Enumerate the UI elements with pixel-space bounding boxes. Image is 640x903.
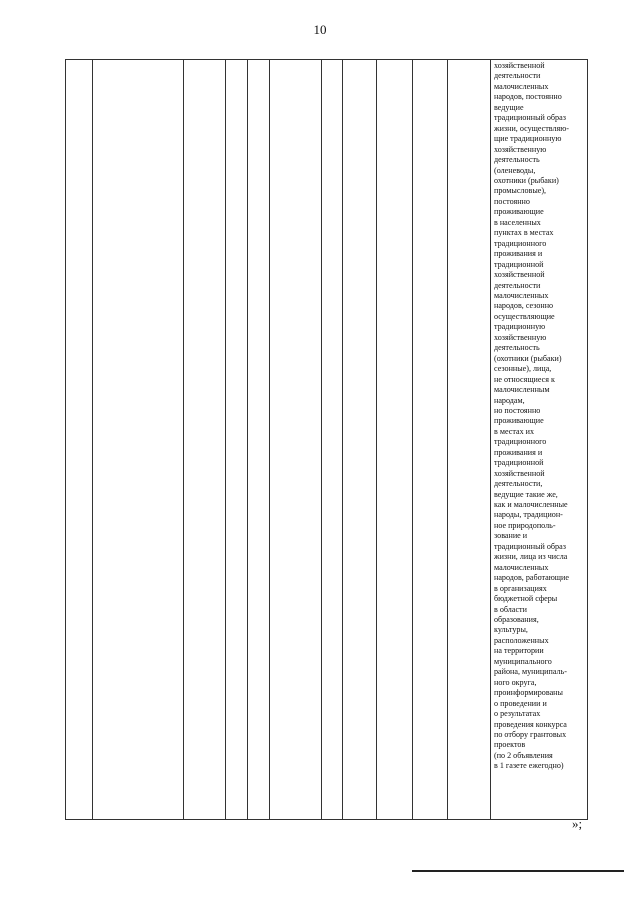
cell-text-line: хозяйственной bbox=[494, 468, 545, 478]
cell-text-line: народов, постоянно bbox=[494, 92, 562, 102]
cell-text-line: по отбору грантовых bbox=[494, 730, 567, 739]
closing-quote-mark: »; bbox=[572, 816, 583, 831]
cell-text-line: ведущие такие же, bbox=[494, 489, 558, 499]
table-cell-9 bbox=[377, 60, 413, 820]
cell-text-line: о проведении и bbox=[494, 698, 547, 708]
cell-text-line: проживающие bbox=[494, 207, 544, 217]
cell-text-line: хозяйственную bbox=[494, 332, 547, 342]
cell-text-line: ное природополь- bbox=[494, 520, 556, 530]
cell-text-line: традиционного bbox=[494, 238, 547, 248]
cell-text-line: проживания и bbox=[494, 447, 543, 457]
cell-text-line: щие традиционную bbox=[494, 134, 562, 144]
cell-text-line: в 1 газете ежегодно) bbox=[494, 761, 564, 771]
cell-text-line: в организациях bbox=[494, 583, 547, 593]
table-cell-7 bbox=[322, 60, 343, 820]
table-cell-3 bbox=[184, 60, 226, 820]
cell-text-line: пунктах в местах bbox=[494, 228, 554, 238]
cell-text-line: муниципального bbox=[494, 656, 552, 666]
cell-text-line: не относящиеся к bbox=[494, 374, 555, 384]
cell-text-line: постоянно bbox=[494, 196, 530, 206]
cell-text-line: жизни, лица из числа bbox=[494, 552, 568, 562]
cell-text-line: ведущие bbox=[494, 102, 524, 112]
cell-text-line: района, муниципаль- bbox=[494, 667, 567, 677]
cell-text-line: проживания и bbox=[494, 249, 543, 259]
cell-text-line: в области bbox=[494, 604, 527, 614]
cell-text-line: жизни, осуществляю- bbox=[494, 123, 569, 133]
page-number: 10 bbox=[313, 22, 327, 37]
cell-text-line: малочисленным bbox=[494, 385, 550, 395]
table-cell-6 bbox=[270, 60, 322, 820]
cell-text-line: деятельность bbox=[494, 343, 540, 353]
cell-text-line: традиционной bbox=[494, 458, 544, 468]
cell-text-line: культуры, bbox=[494, 625, 528, 635]
cell-text-line: народам, bbox=[494, 395, 525, 405]
cell-text-line: на территории bbox=[494, 646, 544, 656]
document-table bbox=[65, 59, 588, 820]
cell-text-line: в местах их bbox=[494, 426, 535, 436]
cell-text-line: хозяйственную bbox=[494, 144, 547, 154]
cell-text-line: (оленеводы, bbox=[494, 165, 536, 175]
table-cell-2 bbox=[93, 60, 184, 820]
cell-text-line: промысловые), bbox=[494, 186, 547, 196]
cell-text-line: (по 2 объявления bbox=[494, 750, 553, 760]
cell-text-line: расположенных bbox=[494, 635, 549, 645]
cell-text-line: традиционную bbox=[494, 322, 546, 332]
cell-text-lines bbox=[494, 61, 585, 772]
footer-rule bbox=[412, 870, 624, 872]
cell-text-line: малочисленных bbox=[494, 290, 549, 300]
cell-text-line: охотники (рыбаки) bbox=[494, 175, 559, 185]
cell-text-line: народов, работающие bbox=[494, 573, 569, 583]
cell-text-line: деятельности, bbox=[494, 479, 543, 489]
table-cell-8 bbox=[343, 60, 377, 820]
cell-text-line: осуществляющие bbox=[494, 311, 555, 321]
cell-text-line: в населенных bbox=[494, 217, 541, 227]
cell-text-line: хозяйственной bbox=[494, 270, 545, 280]
table-cell-11 bbox=[448, 60, 491, 820]
table-cell-1 bbox=[66, 60, 93, 820]
cell-text-line: проведения конкурса bbox=[494, 719, 567, 729]
table-row bbox=[66, 60, 588, 820]
cell-text-line: ного округа, bbox=[494, 677, 537, 687]
cell-text-line: зование и bbox=[494, 531, 528, 541]
cell-text-line: малочисленных bbox=[494, 81, 549, 91]
cell-text-line: традиционный образ bbox=[494, 113, 566, 123]
cell-text-line: традиционного bbox=[494, 437, 547, 447]
cell-text-line: традиционный образ bbox=[494, 541, 566, 551]
cell-text-line: образования, bbox=[494, 615, 539, 625]
cell-text-line: проинформированы bbox=[494, 688, 563, 698]
cell-text-line: сезонные), лица, bbox=[494, 364, 552, 374]
cell-text-line: народы, традицион- bbox=[494, 510, 563, 520]
cell-text-line: традиционной bbox=[494, 259, 544, 269]
recipients-description-cell bbox=[491, 60, 588, 820]
cell-text-line: проживающие bbox=[494, 416, 544, 426]
cell-text-line: малочисленных bbox=[494, 562, 549, 572]
cell-text-line: хозяйственной bbox=[494, 61, 545, 70]
cell-text-line: народов, сезонно bbox=[494, 301, 554, 311]
table-cell-5 bbox=[248, 60, 270, 820]
cell-text-line: деятельности bbox=[494, 280, 541, 290]
cell-text-line: деятельность bbox=[494, 155, 540, 165]
cell-text-line: но постоянно bbox=[494, 405, 541, 415]
cell-text-line: деятельности bbox=[494, 71, 541, 81]
table-cell-4 bbox=[226, 60, 248, 820]
cell-text-line: проектов bbox=[494, 740, 526, 750]
cell-text-line: бюджетной сферы bbox=[494, 594, 558, 604]
table-cell-10 bbox=[413, 60, 448, 820]
cell-text-line: как и малочисленные bbox=[494, 500, 568, 510]
cell-text-line: о результатах bbox=[494, 709, 541, 719]
cell-text-line: (охотники (рыбаки) bbox=[494, 353, 562, 363]
